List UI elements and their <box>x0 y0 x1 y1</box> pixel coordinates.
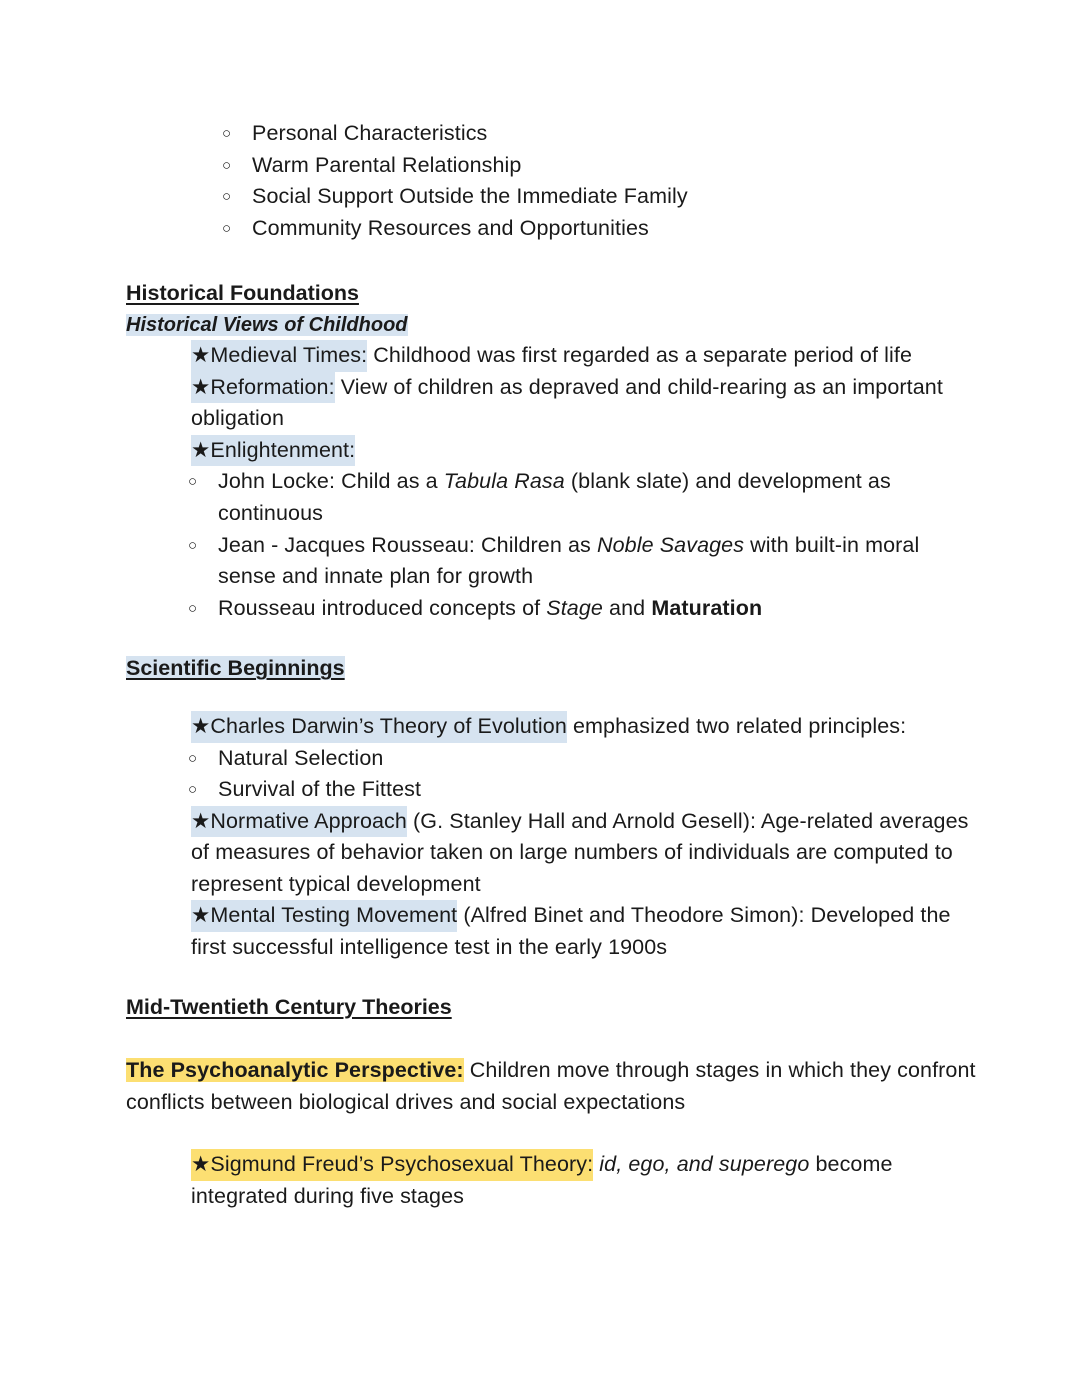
circle-bullet-icon: ○ <box>222 156 232 174</box>
list-item-detail: emphasized two related principles: <box>566 713 907 738</box>
star-bullet-icon: ★ <box>191 342 211 367</box>
psychoanalytic-paragraph <box>126 1055 980 1118</box>
list-item <box>188 530 980 593</box>
list-item-term: Sigmund Freud’s Psychosexual Theory: <box>210 1152 594 1177</box>
list-item <box>160 340 980 372</box>
spacer <box>126 1118 980 1149</box>
list-item-detail: become integrated during five stages <box>191 1152 893 1209</box>
scientific-beginnings-list <box>160 711 980 743</box>
list-item <box>222 181 980 213</box>
scientific-beginnings-list-2 <box>160 806 980 964</box>
list-item-label: Social Support Outside the Immediate Family <box>252 184 688 209</box>
list-item <box>160 435 980 467</box>
list-item-detail: (G. Stanley Hall and Arnold Gesell): Age-related averages of measures of behavior taken on large numbers of individuals are computed to represent typical development <box>191 808 969 896</box>
heading-historical-foundations: Historical Foundations <box>126 281 359 306</box>
enlightenment-sublist <box>188 466 980 624</box>
rousseau-italic-term: Noble Savages <box>596 532 745 557</box>
list-item-label: Community Resources and Opportunities <box>252 215 649 240</box>
circle-bullet-icon: ○ <box>222 219 232 237</box>
spacer <box>126 1023 980 1055</box>
list-item <box>188 593 980 625</box>
list-item <box>160 372 980 435</box>
concepts-bold-term: Maturation <box>651 595 763 620</box>
freud-list <box>160 1149 980 1212</box>
list-item <box>222 213 980 245</box>
list-item-detail: View of children as depraved and child-rearing as an important obligation <box>191 374 943 431</box>
circle-bullet-icon: ○ <box>222 188 232 206</box>
circle-bullet-icon: ○ <box>188 536 198 554</box>
list-item <box>160 1149 980 1212</box>
list-item-detail: (Alfred Binet and Theodore Simon): Developed the first successful intelligence test in the early 1900s <box>191 903 951 960</box>
list-item-label: Survival of the Fittest <box>218 777 422 802</box>
heading-scientific-beginnings-text: Scientific Beginnings <box>126 656 345 681</box>
locke-prefix: John Locke: Child as a <box>218 469 444 494</box>
spacer <box>126 244 980 278</box>
star-bullet-icon: ★ <box>191 713 211 738</box>
subheading-historical-views <box>126 310 980 340</box>
list-item-detail: Childhood was first regarded as a separate period of life <box>367 342 913 367</box>
list-item-term: Reformation: <box>210 374 335 399</box>
circle-bullet-icon: ○ <box>188 781 198 799</box>
list-item <box>160 806 980 901</box>
star-bullet-icon: ★ <box>191 374 211 399</box>
list-item-term: Mental Testing Movement <box>210 903 458 928</box>
list-item <box>188 774 980 806</box>
list-item-term: Enlightenment: <box>210 437 356 462</box>
star-bullet-icon: ★ <box>191 1152 211 1177</box>
list-item-label: Personal Characteristics <box>252 121 488 145</box>
psychoanalytic-detail: Children move through stages in which they confront conflicts between biological drives and social expectations <box>126 1058 976 1114</box>
locke-italic-term: Tabula Rasa <box>443 469 565 494</box>
concepts-prefix: Rousseau introduced concepts of <box>218 595 547 620</box>
list-item-label: Natural Selection <box>218 745 384 770</box>
list-item <box>188 743 980 775</box>
star-bullet-icon: ★ <box>191 808 211 833</box>
list-item-label: Warm Parental Relationship <box>252 152 522 177</box>
list-item-term: Normative Approach <box>210 808 407 833</box>
list-item <box>160 900 980 963</box>
star-bullet-icon: ★ <box>191 437 211 462</box>
locke-suffix: (blank slate) and development as continuous <box>218 469 891 525</box>
star-bullet-icon: ★ <box>191 903 211 928</box>
list-item <box>160 711 980 743</box>
concepts-conjunction: and <box>602 595 652 620</box>
protective-factors-list <box>222 118 980 244</box>
circle-bullet-icon: ○ <box>188 473 198 491</box>
darwin-principles-sublist <box>188 743 980 806</box>
circle-bullet-icon: ○ <box>188 749 198 767</box>
list-item-label <box>218 466 980 529</box>
rousseau-prefix: Jean - Jacques Rousseau: Children as <box>218 532 597 557</box>
list-item-term: Charles Darwin’s Theory of Evolution <box>210 713 567 738</box>
list-item <box>222 150 980 182</box>
spacer <box>126 964 980 992</box>
list-item <box>222 118 980 150</box>
subheading-historical-views-text: Historical Views of Childhood <box>126 313 408 336</box>
heading-scientific-beginnings <box>126 653 980 685</box>
circle-bullet-icon: ○ <box>222 125 232 142</box>
spacer <box>126 685 980 711</box>
psychoanalytic-term: The Psychoanalytic Perspective: <box>126 1058 464 1083</box>
circle-bullet-icon: ○ <box>188 599 198 617</box>
rousseau-suffix: with built-in moral sense and innate plan for growth <box>218 532 920 589</box>
list-item-label <box>218 593 980 625</box>
spacer <box>126 624 980 653</box>
list-item-label <box>218 530 980 593</box>
freud-italic-terms: id, ego, and superego <box>593 1152 810 1177</box>
historical-views-list <box>160 340 980 466</box>
list-item <box>188 466 980 529</box>
concepts-italic-term: Stage <box>546 595 603 620</box>
heading-mid-twentieth-century-theories: Mid-Twentieth Century Theories <box>126 994 452 1019</box>
list-item-term: Medieval Times: <box>210 342 368 367</box>
